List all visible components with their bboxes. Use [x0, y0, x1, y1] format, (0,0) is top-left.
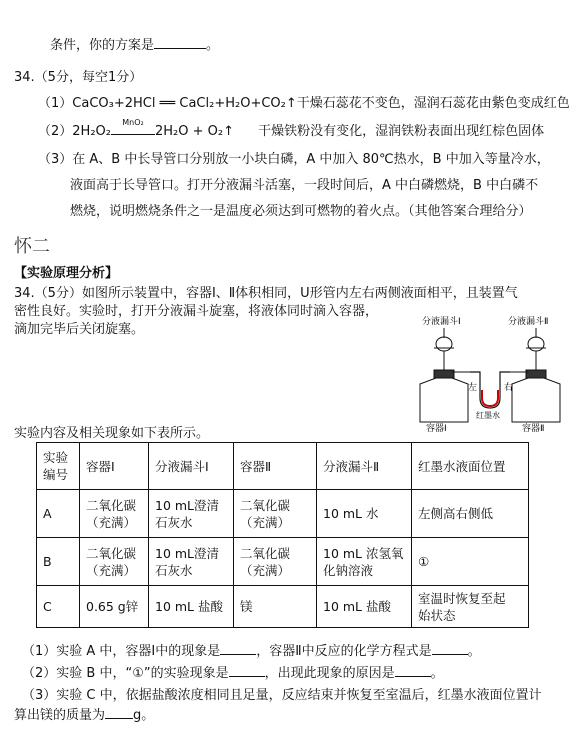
answer-2-left: 2H₂O₂	[72, 124, 111, 139]
q3-text-c: g。	[133, 708, 155, 723]
cell-container-1: 二氧化碳 （充满）	[80, 490, 149, 538]
cell-funnel-1: 10 mL 盐酸	[149, 586, 234, 628]
container-2-label: 容器Ⅱ	[522, 424, 545, 432]
intro-line	[50, 34, 219, 53]
answer-blank	[220, 642, 256, 655]
answer-blank	[395, 664, 431, 677]
table-row	[37, 538, 529, 586]
answer-blank	[154, 36, 206, 49]
red-ink-level	[482, 390, 498, 406]
question-text-line3: 滴加完毕后关闭旋塞。	[14, 322, 145, 337]
catalyst-arrow	[111, 118, 155, 135]
header-container-1: 容器Ⅰ	[80, 443, 149, 490]
header-ink-position: 红墨水液面位置	[412, 443, 529, 490]
container-1-icon	[420, 370, 470, 422]
cell-container-2: 二氧化碳 （充满）	[234, 538, 317, 586]
cell-ink-position: ①	[412, 538, 529, 586]
answer-2-right: 2H₂O + O₂↑	[154, 124, 234, 139]
q2-text-c: 。	[430, 666, 444, 681]
ink-label: 红墨水	[476, 411, 500, 420]
intro-text: 条件，你的方案是	[50, 38, 155, 53]
sub-question-3-line1: （3）实验 C 中，依据盐酸浓度相同且足量，反应结束并恢复至室温后，红墨水液面位置计	[22, 688, 542, 703]
table-header-row	[37, 443, 529, 490]
sub-question-3-line2	[14, 704, 154, 723]
cell-container-1: 二氧化碳 （充满）	[80, 538, 149, 586]
funnel-2-label: 分液漏斗Ⅱ	[508, 317, 549, 327]
cell-ink-position: 室温时恢复至起 始状态	[412, 586, 529, 628]
q3-text-b: 算出镁的质量为	[14, 708, 106, 723]
q2-text-b: ，出现此现象的原因是	[264, 666, 395, 681]
question-34-header: 34.（5分，每空1分）	[14, 70, 143, 85]
header-funnel-2: 分液漏斗Ⅱ	[317, 443, 412, 490]
answer-1-equation: CaCO₃+2HCl ══ CaCl₂+H₂O+CO₂↑	[72, 96, 297, 111]
right-label: 右	[504, 383, 514, 393]
answer-1-prefix: （1）	[38, 96, 73, 111]
cell-container-2: 镁	[234, 586, 317, 628]
answer-2	[38, 120, 544, 139]
cell-id: B	[37, 538, 80, 586]
cell-funnel-1: 10 mL澄清 石灰水	[149, 538, 234, 586]
left-label: 左	[468, 383, 478, 393]
sub-question-2	[22, 662, 444, 681]
intro-end: 。	[206, 38, 220, 53]
header-funnel-1: 分液漏斗Ⅰ	[149, 443, 234, 490]
funnel-1-label: 分液漏斗Ⅰ	[422, 317, 461, 327]
cell-id: A	[37, 490, 80, 538]
cell-container-2: 二氧化碳 （充满）	[234, 490, 317, 538]
table-row	[37, 586, 529, 628]
question-text-line2: 密性良好。实验时，打开分液漏斗旋塞，将液体同时滴入容器，	[14, 304, 379, 319]
q1-text-c: 。	[467, 644, 481, 659]
cell-funnel-2: 10 mL 浓氢氧 化钠溶液	[317, 538, 412, 586]
cell-ink-position: 左侧高右侧低	[412, 490, 529, 538]
funnel-2-icon	[526, 328, 546, 372]
catalyst-label: MnO₂	[122, 118, 144, 127]
answer-2-text: 干燥铁粉没有变化，湿润铁粉表面出现红棕色固体	[258, 124, 545, 139]
cell-funnel-2: 10 mL 盐酸	[317, 586, 412, 628]
q1-text-a: （1）实验 A 中，容器Ⅰ中的现象是	[22, 644, 221, 659]
cell-id: C	[37, 586, 80, 628]
answer-1-text: 干燥石蕊花不变色，湿润石蕊花由紫色变成红色	[296, 96, 570, 111]
container-1-label: 容器Ⅰ	[426, 424, 447, 432]
answer-blank	[105, 706, 133, 719]
answer-blank	[432, 642, 468, 655]
answer-3-line2: 液面高于长导管口。打开分液漏斗活塞，一段时间后，A 中白磷燃烧，B 中白磷不	[70, 178, 539, 193]
header-container-2: 容器Ⅱ	[234, 443, 317, 490]
cell-container-1: 0.65 g锌	[80, 586, 149, 628]
q1-text-b: ，容器Ⅱ中反应的化学方程式是	[256, 644, 432, 659]
apparatus-diagram	[408, 310, 578, 432]
school-title: 怀二	[14, 236, 50, 257]
cell-funnel-1: 10 mL澄清 石灰水	[149, 490, 234, 538]
question-text-line1: 34.（5分）如图所示装置中，容器Ⅰ、Ⅱ体积相同，U形管内左右两侧液面相平，且装置气	[14, 286, 518, 301]
sub-question-1	[22, 640, 481, 659]
answer-blank	[229, 664, 265, 677]
answer-1	[38, 92, 570, 111]
answer-2-prefix: （2）	[38, 124, 73, 139]
cell-funnel-2: 10 mL 水	[317, 490, 412, 538]
table-intro: 实验内容及相关现象如下表所示。	[14, 426, 210, 441]
experiment-table	[36, 442, 529, 628]
q2-text-a: （2）实验 B 中，“①”的实验现象是	[22, 666, 229, 681]
section-title: 【实验原理分析】	[14, 266, 119, 281]
answer-3-line3: 燃烧，说明燃烧条件之一是温度必须达到可燃物的着火点。（其他答案合理给分）	[70, 204, 532, 219]
header-id: 实验 编号	[37, 443, 80, 490]
funnel-1-icon	[434, 328, 454, 372]
answer-3-line1: （3）在 A、B 中长导管口分别放一小块白磷，A 中加入 80℃热水，B 中加入等量冷水，	[38, 152, 550, 167]
table-row	[37, 490, 529, 538]
container-2-icon	[510, 370, 560, 422]
